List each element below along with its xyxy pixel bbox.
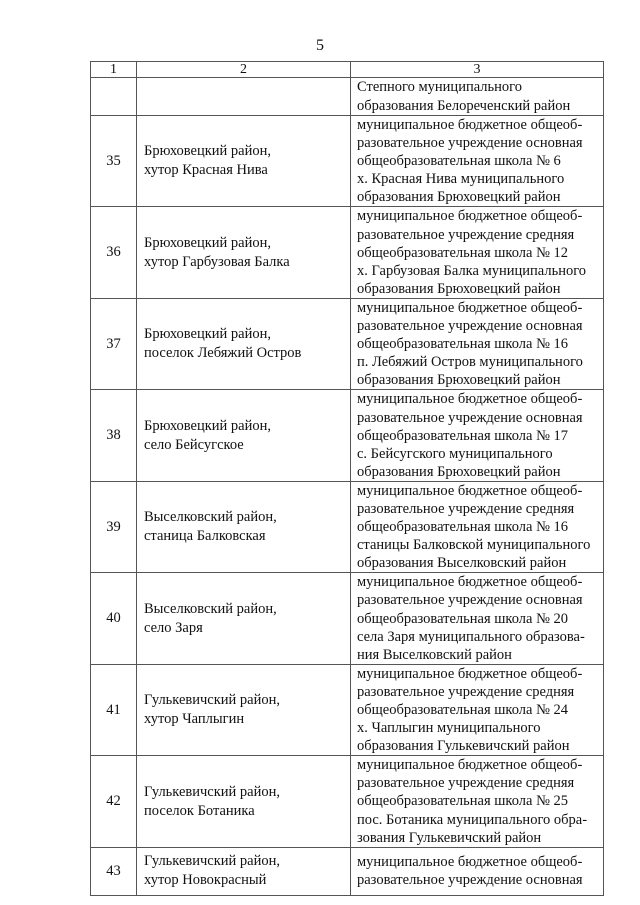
location-line: хутор Новокрасный [144,872,267,889]
org-line: образования Брюховецкий район [357,463,561,480]
org-line: образования Выселковский район [357,555,567,572]
org-line: образования Белореченский район [357,97,571,114]
school-name-cell [351,847,604,895]
org-line: общеобразовательная школа № 12 [357,244,569,261]
location-line: Гулькевичский район, [144,692,281,709]
location-cell [137,847,351,895]
org-line: общеобразовательная школа № 20 [357,610,569,627]
location-cell [137,573,351,664]
org-line: п. Лебяжий Остров муниципального [357,354,583,371]
page-number: 5 [316,37,324,54]
org-line: общеобразовательная школа № 16 [357,336,569,353]
row-number: 40 [91,573,137,664]
org-line: разовательное учреждение основная [357,318,583,335]
continuation-num-cell [91,78,137,116]
location-cell [137,298,351,389]
location-line: хутор Красная Нива [144,162,268,179]
org-line: разовательное учреждение средняя [357,500,575,517]
location-cell [137,481,351,572]
org-line: образования Брюховецкий район [357,280,561,297]
location-line: хутор Чаплыгин [144,711,245,728]
location-line: станица Балковская [144,528,266,545]
schools-table [90,61,604,896]
org-line: муниципальное бюджетное общеоб- [357,391,583,408]
table-row [91,756,604,847]
org-line: ния Выселковский район [357,646,512,663]
table-row [91,207,604,298]
location-line: Брюховецкий район, [144,234,272,251]
continuation-org-cell [351,78,604,116]
table-row [91,481,604,572]
org-line: разовательное учреждение средняя [357,683,575,700]
row-number: 42 [91,756,137,847]
row-number: 38 [91,390,137,481]
org-line: муниципальное бюджетное общеоб- [357,299,583,316]
location-line: хутор Гарбузовая Балка [144,253,290,270]
location-line: Брюховецкий район, [144,417,272,434]
header-col-2: 2 [137,62,351,78]
org-line: общеобразовательная школа № 17 [357,427,569,444]
org-line: образования Гулькевичский район [357,738,570,755]
org-line: общеобразовательная школа № 25 [357,793,569,810]
org-line: разовательное учреждение средняя [357,775,575,792]
org-line: образования Брюховецкий район [357,372,561,389]
org-line: муниципальное бюджетное общеоб- [357,208,583,225]
org-line: общеобразовательная школа № 6 [357,153,561,170]
school-name-cell [351,390,604,481]
org-line: муниципальное бюджетное общеоб- [357,117,583,133]
location-line: поселок Ботаника [144,802,255,819]
location-line: поселок Лебяжий Остров [144,345,302,362]
table-row [91,573,604,664]
location-cell [137,664,351,755]
org-line: разовательное учреждение основная [357,409,583,426]
row-number: 43 [91,847,137,895]
org-line: разовательное учреждение основная [357,872,583,889]
org-line: общеобразовательная школа № 24 [357,702,569,718]
org-line: муниципальное бюджетное общеоб- [357,757,583,774]
school-name-cell [351,481,604,572]
org-line: пос. Ботаника муниципального обра- [357,811,588,828]
org-line: станицы Балковской муниципального [357,537,591,554]
org-line: муниципальное бюджетное общеоб- [357,574,583,591]
org-line: села Заря муниципального образова- [357,628,585,645]
org-line: разовательное учреждение средняя [357,226,575,243]
header-col-1: 1 [91,62,137,78]
school-name-cell [351,664,604,755]
header-col-3: 3 [351,62,604,78]
org-line: общеобразовательная школа № 16 [357,519,569,536]
org-line: разовательное учреждение основная [357,592,583,609]
table-row [91,847,604,895]
org-line: образования Брюховецкий район [357,189,561,206]
org-line: х. Красная Нива муниципального [357,171,565,188]
location-line: Выселковский район, [144,600,277,617]
org-line: Степного муниципального [357,79,522,96]
org-line: муниципальное бюджетное общеоб- [357,854,583,871]
org-line: с. Бейсугского муниципального [357,445,553,462]
location-line: Брюховецкий район, [144,326,272,343]
table-row [91,116,604,207]
school-name-cell [351,116,604,207]
location-line: село Бейсугское [144,436,244,453]
location-cell [137,116,351,207]
school-name-cell [351,756,604,847]
row-number: 41 [91,664,137,755]
continuation-place-cell [137,78,351,116]
school-name-cell [351,207,604,298]
location-cell [137,756,351,847]
org-line: х. Гарбузовая Балка муниципального [357,262,587,279]
org-line: муниципальное бюджетное общеоб- [357,482,583,499]
org-line: зования Гулькевичский район [357,829,542,846]
table-row [91,298,604,389]
location-line: Выселковский район, [144,509,277,526]
org-line: х. Чаплыгин муниципального [357,720,541,737]
school-name-cell [351,298,604,389]
table-row [91,664,604,755]
row-number: 39 [91,481,137,572]
org-line: разовательное учреждение основная [357,135,583,152]
row-number: 37 [91,298,137,389]
location-line: село Заря [144,619,203,636]
row-number: 36 [91,207,137,298]
location-cell [137,390,351,481]
org-line: муниципальное бюджетное общеоб- [357,665,583,682]
continuation-row [91,78,604,116]
school-name-cell [351,573,604,664]
location-line: Брюховецкий район, [144,143,272,160]
header-row [91,62,604,78]
location-cell [137,207,351,298]
location-line: Гулькевичский район, [144,783,281,800]
location-line: Гулькевичский район, [144,853,281,870]
table-row [91,390,604,481]
row-number: 35 [91,116,137,207]
